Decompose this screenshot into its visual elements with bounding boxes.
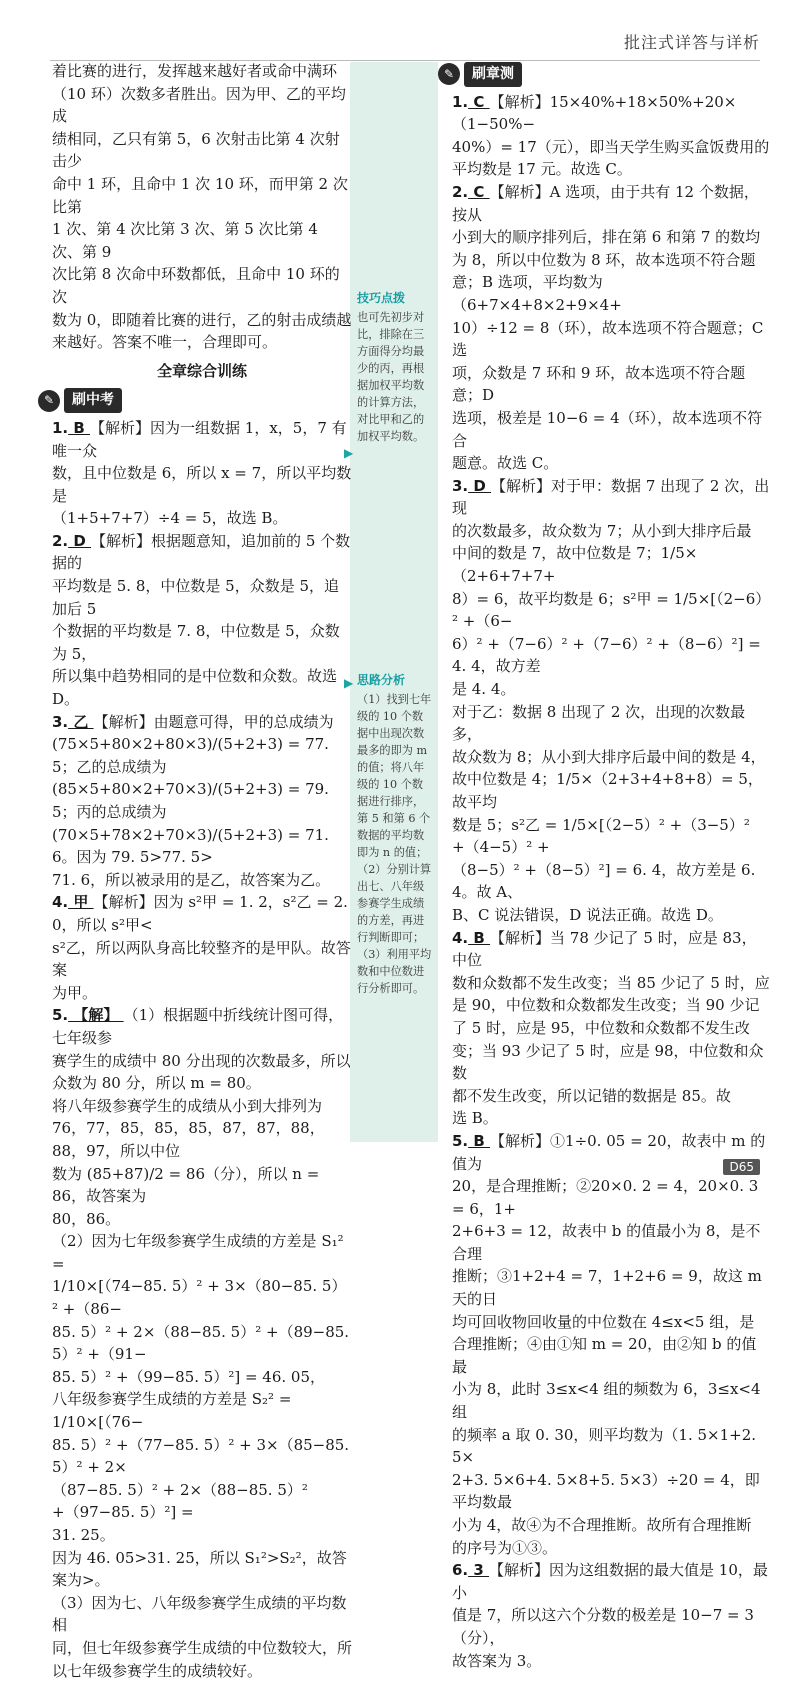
answer-item: [452, 927, 770, 1130]
text-line: 数，且中位数是 6，所以 x = 7，所以平均数是: [52, 464, 352, 505]
text-line: 据加权平均数: [357, 379, 425, 392]
text-line: 也可先初步对: [357, 311, 425, 324]
text-line: (70×5+78×2+70×3)/(5+2+3) = 71. 6。因为 79. 5>77. 5>: [52, 825, 329, 867]
answer-key: B: [468, 928, 491, 947]
page-number: D65: [723, 1159, 760, 1175]
idea-heading: 思路分析: [357, 673, 406, 687]
answer-key: 3: [468, 1561, 490, 1580]
question-number: 3.: [52, 712, 69, 731]
text-line: 着比赛的进行，发挥越来越好者或命中满环: [52, 62, 338, 80]
right-answer-list: [452, 91, 770, 1673]
text-line: 2+3. 5×6+4. 5×8+5. 5×3）÷20 = 4，即平均数最: [452, 1470, 760, 1512]
answer-first-line: [52, 711, 352, 734]
text-line: 据进行排序，: [357, 795, 425, 808]
text-line: 级的 10 个数: [357, 710, 424, 723]
text-line: B、C 说法错误，D 说法正确。故选 D。: [452, 905, 723, 924]
intro-paragraph: [52, 60, 352, 354]
text-line: 的值；将八年: [357, 761, 425, 774]
text-line: 的序号为①③。: [452, 1538, 558, 1557]
text-line: 80，86。: [52, 1209, 121, 1228]
idea-body: [357, 691, 437, 997]
answer-first-line: [52, 417, 352, 462]
text-line: 了 5 时，应是 95，中位数和众数都不发生改: [452, 1018, 750, 1037]
answer-item: [52, 711, 352, 892]
answer-text: 【解析】对于甲：数据 7 出现了 2 次，出现: [452, 476, 770, 518]
text-line: 所以集中趋势相同的是中位数和众数。故选 D。: [52, 667, 338, 709]
text-line: 选 B。: [452, 1109, 498, 1128]
text-line: 中间的数是 7，故中位数是 7；1/5×（2+6+7+7+: [452, 544, 698, 586]
text-line: 31. 25。: [52, 1526, 115, 1544]
text-line: 85. 5）² +（77−85. 5）² + 3×（85−85. 5）² + 2×: [52, 1435, 350, 1477]
text-line: 少的丙，再根: [357, 362, 425, 375]
text-line: 小到大的顺序排列后，排在第 6 和第 7 的数均: [452, 228, 761, 247]
left-column: [43, 60, 353, 1682]
text-line: 1/10×[（74−85. 5）² + 3×（80−85. 5）² +（86−: [52, 1277, 347, 1319]
answer-text: 【解析】因为 s²甲 = 1. 2，s²乙 = 2. 0，所以 s²甲<: [52, 893, 348, 934]
badge-label: 刷中考: [64, 388, 122, 413]
answer-item: [452, 475, 770, 927]
answer-first-line: [452, 181, 770, 226]
question-number: 5.: [452, 1131, 469, 1150]
left-answer-list: [52, 417, 352, 1682]
text-line: 第 5 和第 6 个: [357, 812, 431, 825]
text-line: 选项，极差是 10−6 = 4（环），故本选项不符合: [452, 408, 763, 450]
text-line: 的频率 a 取 0. 30，则平均数为（1. 5×1+2. 5×: [452, 1425, 757, 1467]
text-line: 参赛学生成绩: [357, 897, 425, 910]
text-line: 均可回收物回收量的中位数在 4≤x<5 组，是: [452, 1312, 755, 1331]
text-line: 即为 n 的值；: [357, 846, 428, 859]
tip-body: [357, 309, 437, 445]
text-line: 项，众数是 7 环和 9 环，故本选项不符合题意；D: [452, 363, 746, 405]
text-line: 都不发生改变，所以记错的数据是 85。故: [452, 1086, 731, 1105]
text-line: （2）分别计算: [357, 863, 432, 876]
text-line: 赛学生的成绩中 80 分出现的次数最多，所以: [52, 1051, 351, 1070]
answer-first-line: [452, 927, 770, 972]
question-number: 1.: [452, 92, 469, 111]
text-line: 众数为 80 分，所以 m = 80。: [52, 1074, 261, 1093]
text-line: 最多的即为 m: [357, 744, 428, 757]
answer-text: 【解析】当 78 少记了 5 时，应是 83，中位: [452, 928, 757, 970]
text-line: 绩相同，乙只有第 5，6 次射击比第 4 次射击少: [52, 129, 340, 171]
answer-text: 【解析】15×40%+18×50%+20×（1−50%−: [452, 92, 737, 134]
text-line: 71. 6，所以被录用的是乙，故答案为乙。: [52, 870, 331, 889]
text-line: 值是 7，所以这六个分数的极差是 10−7 = 3（分），: [452, 1606, 754, 1647]
text-line: 意；B 选项，平均数为（6+7×4+8×2+9×4+: [452, 273, 622, 314]
answer-item: [52, 1004, 352, 1682]
text-line: 推断；③1+2+4 = 7，1+2+6 = 9，故这 m 天的日: [452, 1267, 762, 1309]
text-line: 2+6+3 = 12，故表中 b 的值最小为 8，是不合理: [452, 1222, 761, 1263]
question-number: 1.: [52, 418, 69, 437]
text-line: 故中位数是 4；1/5×（2+3+4+8+8）= 5，故平均: [452, 770, 763, 811]
text-line: 数据的平均数: [357, 829, 425, 842]
answer-key: 【解】: [68, 1006, 124, 1025]
text-line: （3）因为七、八年级参赛学生成绩的平均数相: [52, 1593, 347, 1635]
answer-text: 【解析】A 选项，由于共有 12 个数据，按从: [452, 182, 759, 224]
idea-note: [357, 672, 437, 997]
text-line: 的计算方法，: [357, 396, 425, 409]
text-line: 八年级参赛学生成绩的方差是 S₂² = 1/10×[（76−: [52, 1390, 292, 1432]
text-line: （2）因为七年级参赛学生成绩的方差是 S₁² =: [52, 1232, 344, 1273]
arrow-right-icon: ▶: [344, 676, 354, 690]
text-line: s²乙，所以两队身高比较整齐的是甲队。故答案: [52, 938, 351, 980]
text-line: 数和众数都不发生改变；当 85 少记了 5 时，应: [452, 973, 770, 992]
book-icon: ✎: [438, 63, 460, 85]
answer-first-line: [52, 530, 352, 575]
text-line: （1+5+7+7）÷4 = 5，故选 B。: [52, 509, 288, 528]
text-line: 20，是合理推断；②20×0. 2 = 4，20×0. 3 = 6，1+: [452, 1177, 759, 1218]
answer-item: [452, 91, 770, 181]
answer-key: D: [468, 476, 492, 495]
text-line: 题意。故选 C。: [452, 454, 559, 473]
question-number: 5.: [52, 1006, 69, 1025]
answer-text: 【解析】根据题意知，追加前的 5 个数据的: [52, 531, 351, 573]
arrow-right-icon: ▶: [344, 446, 354, 460]
answer-item: [52, 530, 352, 711]
question-number: 6.: [452, 1561, 469, 1580]
text-line: 为甲。: [52, 983, 98, 1002]
text-line: 行判断即可；: [357, 931, 425, 944]
answer-first-line: [452, 475, 770, 520]
answer-item: [452, 181, 770, 475]
text-line: 故众数为 8；从小到大排序后最中间的数是 4，: [452, 747, 766, 766]
text-line: 故答案为 3。: [452, 1651, 542, 1670]
text-line: 次比第 8 次命中环数都低，且命中 10 环的次: [52, 265, 340, 306]
question-number: 3.: [452, 476, 469, 495]
answer-item: [52, 891, 352, 1004]
section-title: 全章综合训练: [156, 361, 247, 380]
book-icon: ✎: [38, 390, 60, 412]
text-line: 数和中位数进: [357, 965, 425, 978]
answer-key: 甲: [68, 893, 94, 912]
answer-key: B: [68, 418, 91, 437]
question-number: 2.: [52, 531, 69, 550]
text-line: (75×5+80×2+80×3)/(5+2+3) = 77. 5；乙的总成绩为: [52, 735, 329, 776]
answer-text: 【解析】因为这组数据的最大值是 10，最小: [452, 1561, 768, 1602]
answer-key: D: [68, 531, 92, 550]
text-line: 1 次、第 4 次比第 3 次、第 5 次比第 4 次、第 9: [52, 220, 318, 261]
text-line: （8−5）² +（8−5）²] = 6. 4，故方差是 6. 4。故 A、: [452, 860, 756, 902]
text-line: 是 90，中位数和众数都发生改变；当 90 少记: [452, 996, 760, 1015]
text-line: 10）÷12 = 8（环），故本选项不符合题意；C 选: [452, 318, 764, 360]
badge-label: 刷章测: [464, 62, 522, 87]
text-line: (85×5+80×2+70×3)/(5+2+3) = 79. 5；丙的总成绩为: [52, 780, 329, 821]
text-line: 数为 (85+87)/2 = 86（分），所以 n = 86，故答案为: [52, 1164, 320, 1206]
answer-key: C: [468, 92, 490, 111]
text-line: 变；当 93 少记了 5 时，应是 98，中位数和众数: [452, 1041, 764, 1083]
text-line: 小为 4，故④为不合理推断。故所有合理推断: [452, 1516, 752, 1534]
text-line: 为 8，所以中位数为 8 环，故本选项不符合题: [452, 250, 756, 269]
text-line: 行分析即可。: [357, 982, 425, 995]
answer-text: 【解析】因为一组数据 1，x，5，7 有唯一众: [52, 418, 347, 460]
question-number: 2.: [452, 182, 469, 201]
text-line: 因为 46. 05>31. 25，所以 S₁²>S₂²，故答案为>。: [52, 1548, 347, 1590]
text-line: 比，排除在三: [357, 328, 425, 341]
text-line: 是 4. 4。: [452, 680, 516, 699]
text-line: （87−85. 5）² + 2×（88−85. 5）² +（97−85. 5）²] =: [52, 1480, 308, 1522]
text-line: 以七年级参赛学生的成绩较好。: [52, 1661, 263, 1680]
text-line: 对于乙：数据 8 出现了 2 次，出现的次数最多，: [452, 702, 746, 744]
text-line: 合理推断；④由①知 m = 20，由②知 b 的值最: [452, 1335, 757, 1376]
header-title: 批注式详答与详析: [623, 33, 760, 52]
text-line: （3）利用平均: [357, 948, 432, 961]
question-number: 4.: [52, 893, 69, 912]
text-line: 方面得分均最: [357, 345, 425, 358]
text-line: 对比甲和乙的: [357, 413, 425, 426]
answer-first-line: [52, 1004, 352, 1049]
text-line: （10 环）次数多者胜出。因为甲、乙的平均成: [52, 84, 346, 126]
answer-item: [452, 1559, 770, 1672]
text-line: 将八年级参赛学生的成绩从小到大排列为: [52, 1096, 323, 1115]
text-line: 8）= 6，故平均数是 6；s²甲 = 1/5×[（2−6）² +（6−: [452, 589, 763, 631]
text-line: 的方差，再进: [357, 914, 425, 927]
text-line: 的次数最多，故众数为 7；从小到大排序后最: [452, 521, 752, 540]
badge-shuazhangce: [438, 62, 522, 87]
text-line: 小为 8，此时 3≤x<4 组的频数为 6，3≤x<4 组: [452, 1380, 761, 1422]
tip-heading: 技巧点拨: [357, 291, 406, 305]
answer-first-line: [452, 1130, 770, 1175]
text-line: 级的 10 个数: [357, 778, 424, 791]
text-line: （1）找到七年: [357, 693, 432, 706]
answer-first-line: [52, 891, 352, 936]
tip-note: [357, 290, 437, 445]
text-line: 出七、八年级: [357, 880, 425, 893]
text-line: 个数据的平均数是 7. 8，中位数是 5，众数为 5，: [52, 622, 340, 663]
question-number: 4.: [452, 928, 469, 947]
answer-text: （1）根据题中折线统计图可得，七年级参: [52, 1006, 344, 1047]
text-line: 命中 1 环，且命中 1 次 10 环，而甲第 2 次比第: [52, 174, 348, 216]
answer-key: B: [468, 1131, 491, 1150]
answer-key: 乙: [68, 712, 94, 731]
text-line: 6）² +（7−6）² +（7−6）² +（8−6）²] = 4. 4，故方差: [452, 634, 761, 676]
badge-shuazhongkao: [38, 388, 122, 413]
text-line: 40%）= 17（元），即当天学生购买盒饭费用的: [452, 137, 770, 156]
text-line: 85. 5）² +（99−85. 5）²] = 46. 05，: [52, 1367, 326, 1386]
right-column: [443, 60, 770, 1672]
text-line: 数为 0，即随着比赛的进行，乙的射击成绩越: [52, 310, 352, 329]
answer-item: [452, 1130, 770, 1559]
answer-first-line: [452, 1559, 770, 1604]
text-line: 平均数是 17 元。故选 C。: [452, 160, 632, 179]
answer-item: [52, 417, 352, 530]
text-line: 加权平均数。: [357, 430, 425, 443]
answer-first-line: [452, 91, 770, 136]
answer-text: 【解析】①1÷0. 05 = 20，故表中 m 的值为: [452, 1131, 766, 1173]
text-line: 来越好。答案不唯一，合理即可。: [52, 333, 278, 352]
text-line: 数是 5；s²乙 = 1/5×[（2−5）² +（3−5）² +（4−5）² +: [452, 815, 750, 857]
text-line: 据中出现次数: [357, 727, 425, 740]
answer-text: 【解析】由题意可得，甲的总成绩为: [93, 712, 334, 731]
text-line: 76，77，85，85，85，87，87，88，88，97，所以中位: [52, 1119, 325, 1160]
text-line: 85. 5）² + 2×（88−85. 5）² +（89−85. 5）² +（91−: [52, 1322, 350, 1364]
answer-key: C: [468, 182, 490, 201]
text-line: 平均数是 5. 8，中位数是 5，众数是 5，追加后 5: [52, 577, 340, 618]
text-line: 同，但七年级参赛学生成绩的中位数较大，所: [52, 1638, 353, 1657]
